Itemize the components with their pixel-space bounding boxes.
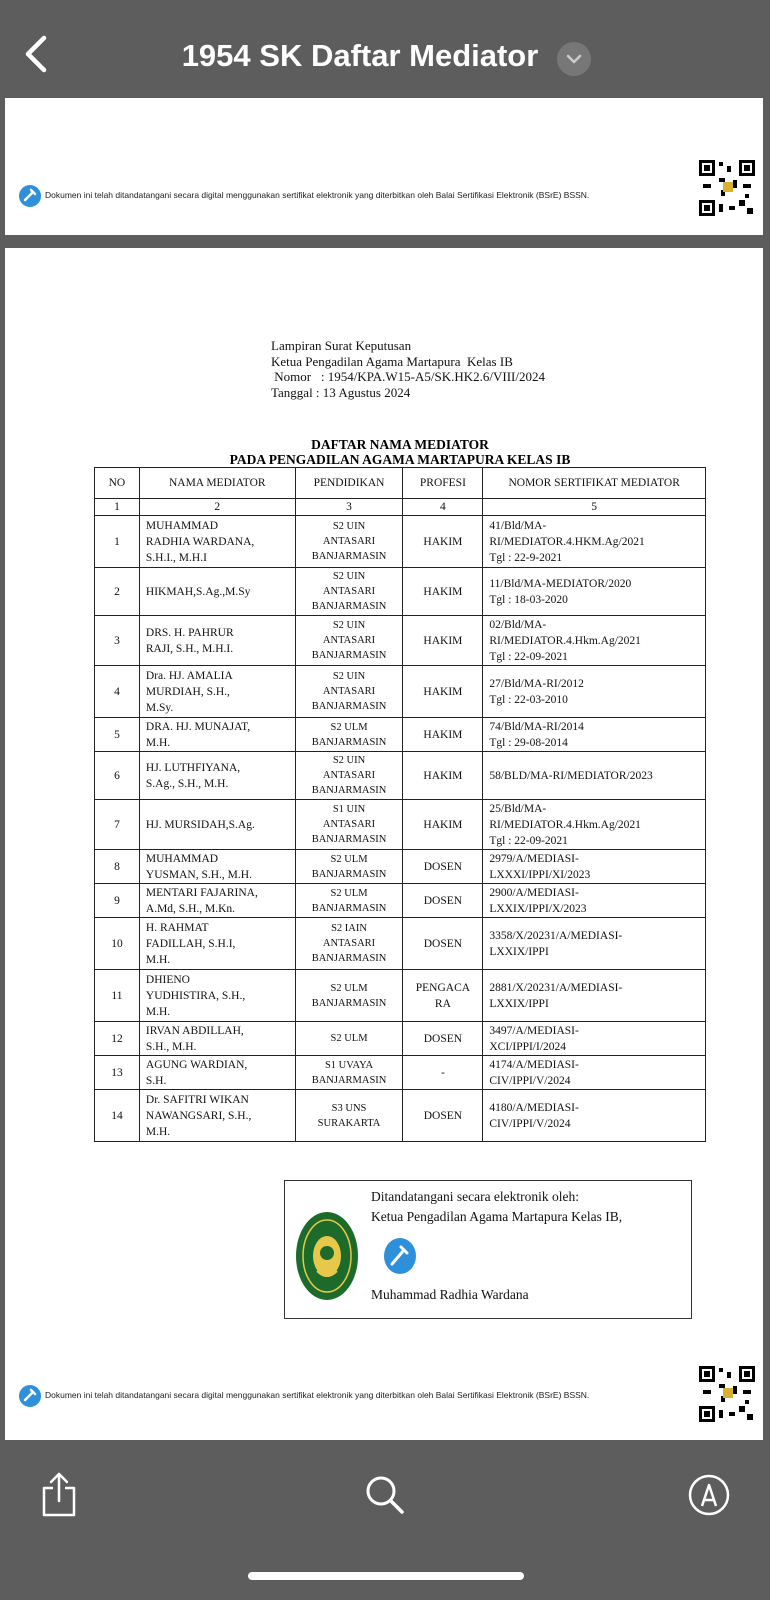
cell-profesi: [403, 1056, 483, 1090]
cell-nomor: [483, 1056, 706, 1090]
bsre-signature-icon: [383, 1237, 417, 1275]
cell-line: LXXXI/IPPI/XI/2023: [489, 868, 591, 881]
bsre-logo-icon: [19, 185, 41, 207]
cell-profesi: [403, 666, 483, 718]
cell-profesi: [403, 1090, 483, 1142]
table-row: [95, 918, 706, 970]
mediator-table: [94, 467, 706, 1142]
cell-line: DOSEN: [423, 937, 463, 950]
list-title: DAFTAR NAMA MEDIATOR: [311, 437, 489, 452]
table-row: [95, 1056, 706, 1090]
top-bar: [0, 0, 770, 98]
cell-line: S.Ag., S.H., M.H.: [145, 777, 229, 790]
cell-line: 3358/X/20231/A/MEDIASI-: [489, 929, 623, 942]
cell-nomor: [483, 752, 706, 800]
bsre-logo-icon: [19, 1385, 41, 1407]
cell-line: S2 UIN: [332, 571, 366, 582]
cell-pendidikan: [295, 884, 403, 918]
mediator-rows: [95, 516, 706, 1142]
cell-profesi: [403, 752, 483, 800]
cell-line: DOSEN: [423, 894, 463, 907]
cell-nomor: [483, 718, 706, 752]
cell-pendidikan: [295, 1022, 403, 1056]
qr-code: [699, 160, 755, 216]
column-number: 5: [483, 499, 706, 516]
cell-no: 1: [95, 516, 140, 568]
cell-line: ANTASARI: [322, 686, 376, 697]
cell-line: ANTASARI: [322, 635, 376, 646]
search-icon[interactable]: [364, 1474, 406, 1516]
cell-line: S2 ULM: [330, 982, 368, 994]
decree-header: [271, 338, 545, 400]
cell-pendidikan: [295, 516, 403, 568]
cell-pendidikan: [295, 752, 403, 800]
column-header: PROFESI: [403, 468, 483, 499]
cell-nama: [139, 516, 295, 568]
cell-line: Tgl : 22-09-2021: [489, 650, 568, 663]
table-row: [95, 516, 706, 568]
cell-profesi: [403, 718, 483, 752]
cell-line: M.H.: [145, 736, 171, 749]
cell-line: A.Md, S.H., M.Kn.: [145, 902, 236, 915]
cell-line: BANJARMASIN: [311, 701, 387, 712]
cell-line: Dr. SAFITRI WIKAN: [145, 1093, 249, 1106]
cell-nomor: [483, 850, 706, 884]
cell-line: FADILLAH, S.H.I,: [145, 937, 236, 950]
cell-line: RI/MEDIATOR.4.Hkm.Ag/2021: [489, 634, 641, 647]
chevron-down-icon[interactable]: [557, 42, 591, 76]
cell-line: HAKIM: [423, 634, 463, 647]
cell-nomor: [483, 516, 706, 568]
cell-profesi: [403, 1022, 483, 1056]
column-number: 1: [95, 499, 140, 516]
document-page-1: [5, 98, 763, 235]
cell-line: SURAKARTA: [317, 1117, 381, 1129]
cell-nama: [139, 718, 295, 752]
cell-nomor: [483, 568, 706, 616]
cell-no: 13: [95, 1056, 140, 1090]
cell-line: MURDIAH, S.H.,: [145, 685, 230, 698]
cell-line: HAKIM: [423, 535, 463, 548]
column-number: 2: [139, 499, 295, 516]
cell-line: Tgl : 22-03-2010: [489, 693, 568, 706]
cell-line: HJ. LUTHFIYANA,: [145, 761, 241, 774]
cell-line: RI/MEDIATOR.4.Hkm.Ag/2021: [489, 818, 641, 831]
cell-line: 58/BLD/MA-RI/MEDIATOR/2023: [489, 769, 653, 782]
cell-line: M.Sy.: [145, 701, 174, 714]
cell-profesi: [403, 918, 483, 970]
cell-no: 6: [95, 752, 140, 800]
court-seal-icon: [295, 1211, 359, 1301]
cell-pendidikan: [295, 616, 403, 666]
cell-line: BANJARMASIN: [311, 601, 387, 612]
table-row: [95, 884, 706, 918]
cell-pendidikan: [295, 568, 403, 616]
cell-line: RADHIA WARDANA,: [145, 535, 255, 548]
document-title[interactable]: 1954 SK Daftar Mediator: [181, 38, 539, 73]
cell-line: DOSEN: [423, 1032, 463, 1045]
cell-no: 14: [95, 1090, 140, 1142]
cell-pendidikan: [295, 800, 403, 850]
cell-line: BANJARMASIN: [311, 1074, 387, 1086]
cell-line: RI/MEDIATOR.4.HKM.Ag/2021: [489, 535, 645, 548]
cell-profesi: [403, 568, 483, 616]
cell-nama: [139, 800, 295, 850]
cell-line: Tgl : 22-09-2021: [489, 834, 568, 847]
list-subtitle: PADA PENGADILAN AGAMA MARTAPURA KELAS IB: [229, 452, 571, 467]
cell-nomor: [483, 970, 706, 1022]
cell-line: ANTASARI: [322, 819, 376, 830]
cell-line: LXXIX/IPPI: [489, 945, 549, 958]
cell-nama: [139, 1022, 295, 1056]
cell-line: RA: [434, 997, 451, 1010]
bsre-notice: Dokumen ini telah ditandatangani secara digital menggunakan sertifikat elektronik yang diterbitkan oleh Balai Sertifikasi Elektronik (BSrE) BSSN.: [45, 1390, 590, 1400]
table-row: [95, 666, 706, 718]
cell-no: 4: [95, 666, 140, 718]
cell-line: HAKIM: [423, 818, 463, 831]
qr-code: [699, 1366, 755, 1422]
cell-line: HAKIM: [423, 685, 463, 698]
signature-line-1: Ditandatangani secara elektronik oleh:: [371, 1189, 580, 1204]
cell-line: IRVAN ABDILLAH,: [145, 1024, 244, 1037]
cell-no: 2: [95, 568, 140, 616]
cell-profesi: [403, 800, 483, 850]
table-row: [95, 616, 706, 666]
cell-line: BANJARMASIN: [311, 953, 387, 964]
cell-line: AGUNG WARDIAN,: [145, 1058, 248, 1071]
table-row: [95, 1090, 706, 1142]
cell-line: BANJARMASIN: [311, 650, 387, 661]
signatory-name: Muhammad Radhia Wardana: [371, 1287, 529, 1302]
cell-pendidikan: [295, 1056, 403, 1090]
cell-line: S.H., M.H.: [145, 1040, 197, 1053]
cell-nama: [139, 752, 295, 800]
cell-line: HAKIM: [423, 728, 463, 741]
cell-line: ANTASARI: [322, 536, 376, 547]
cell-line: M.H.: [145, 1125, 171, 1138]
cell-line: HIKMAH,S.Ag.,M.Sy: [145, 585, 251, 598]
cell-nama: [139, 918, 295, 970]
cell-line: DRA. HJ. MUNAJAT,: [145, 720, 251, 733]
header-line: Tanggal : 13 Agustus 2024: [271, 384, 411, 400]
cell-line: XCI/IPPI/I/2024: [489, 1040, 567, 1053]
cell-line: BANJARMASIN: [311, 551, 387, 562]
table-row: [95, 718, 706, 752]
cell-line: M.H.: [145, 1005, 171, 1018]
cell-pendidikan: [295, 666, 403, 718]
cell-line: DOSEN: [423, 1109, 463, 1122]
cell-profesi: [403, 516, 483, 568]
cell-line: BANJARMASIN: [311, 868, 387, 880]
cell-nomor: [483, 918, 706, 970]
cell-profesi: [403, 850, 483, 884]
cell-line: BANJARMASIN: [311, 834, 387, 845]
cell-line: 11/Bld/MA-MEDIATOR/2020: [489, 577, 632, 590]
cell-line: 3497/A/MEDIASI-: [489, 1024, 579, 1037]
cell-line: 2881/X/20231/A/MEDIASI-: [489, 981, 623, 994]
cell-no: 7: [95, 800, 140, 850]
bsre-notice: Dokumen ini telah ditandatangani secara digital menggunakan sertifikat elektronik yang diterbitkan oleh Balai Sertifikasi Elektronik (BSrE) BSSN.: [45, 190, 590, 200]
markup-icon[interactable]: [688, 1474, 730, 1516]
cell-line: NAWANGSARI, S.H.,: [145, 1109, 252, 1122]
cell-line: DHIENO: [145, 973, 190, 986]
cell-line: S2 UIN: [332, 755, 366, 766]
cell-line: MUHAMMAD: [145, 852, 219, 865]
cell-nomor: [483, 1022, 706, 1056]
cell-line: CIV/IPPI/V/2024: [489, 1074, 571, 1087]
cell-nama: [139, 850, 295, 884]
cell-line: BANJARMASIN: [311, 785, 387, 796]
cell-line: YUSMAN, S.H., M.H.: [145, 868, 252, 881]
cell-line: LXXIX/IPPI: [489, 997, 549, 1010]
cell-line: HAKIM: [423, 769, 463, 782]
cell-line: S1 UVAYA: [324, 1059, 374, 1071]
cell-line: 41/Bld/MA-: [489, 519, 547, 532]
header-line: Ketua Pengadilan Agama Martapura Kelas IB: [271, 353, 513, 369]
cell-line: Dra. HJ. AMALIA: [145, 669, 233, 682]
cell-line: S2 ULM: [330, 853, 368, 865]
cell-line: M.H.: [145, 953, 171, 966]
table-row: [95, 752, 706, 800]
cell-line: 2900/A/MEDIASI-: [489, 886, 579, 899]
cell-line: S2 IAIN: [331, 923, 367, 934]
cell-line: 27/Bld/MA-RI/2012: [489, 677, 584, 690]
cell-line: S1 UIN: [332, 804, 366, 815]
header-line: Lampiran Surat Keputusan: [271, 338, 412, 353]
cell-no: 5: [95, 718, 140, 752]
cell-no: 3: [95, 616, 140, 666]
cell-line: 74/Bld/MA-RI/2014: [489, 720, 584, 733]
cell-line: 02/Bld/MA-: [489, 618, 547, 631]
cell-line: Tgl : 22-9-2021: [489, 551, 563, 564]
cell-line: 4174/A/MEDIASI-: [489, 1058, 579, 1071]
cell-line: S2 UIN: [332, 620, 366, 631]
cell-profesi: [403, 884, 483, 918]
cell-line: Tgl : 29-08-2014: [489, 736, 568, 749]
cell-line: ANTASARI: [322, 770, 376, 781]
cell-profesi: [403, 616, 483, 666]
cell-line: S2 UIN: [332, 521, 366, 532]
cell-pendidikan: [295, 850, 403, 884]
cell-nomor: [483, 616, 706, 666]
cell-no: 12: [95, 1022, 140, 1056]
cell-line: S3 UNS: [331, 1102, 367, 1114]
cell-nama: [139, 568, 295, 616]
cell-pendidikan: [295, 970, 403, 1022]
cell-line: BANJARMASIN: [311, 997, 387, 1009]
column-number-row: [95, 499, 706, 516]
cell-line: 4180/A/MEDIASI-: [489, 1101, 579, 1114]
table-row: [95, 568, 706, 616]
cell-line: 25/Bld/MA-: [489, 802, 547, 815]
cell-line: -: [440, 1066, 445, 1079]
column-header: NOMOR SERTIFIKAT MEDIATOR: [483, 468, 706, 499]
cell-line: S2 ULM: [330, 721, 368, 733]
cell-line: S.H.I., M.H.I: [145, 551, 207, 564]
cell-nomor: [483, 1090, 706, 1142]
cell-line: HAKIM: [423, 585, 463, 598]
cell-line: BANJARMASIN: [311, 902, 387, 914]
table-row: [95, 970, 706, 1022]
cell-nama: [139, 1090, 295, 1142]
cell-nama: [139, 1056, 295, 1090]
cell-line: BANJARMASIN: [311, 736, 387, 748]
cell-line: S2 ULM: [330, 1033, 368, 1044]
cell-nama: [139, 884, 295, 918]
cell-no: 8: [95, 850, 140, 884]
column-number: 4: [403, 499, 483, 516]
cell-line: S2 UIN: [332, 671, 366, 682]
home-indicator[interactable]: [248, 1572, 524, 1580]
table-header-row: [95, 468, 706, 499]
cell-line: MUHAMMAD: [145, 519, 219, 532]
cell-line: CIV/IPPI/V/2024: [489, 1117, 571, 1130]
signature-box: [284, 1180, 692, 1319]
cell-line: DOSEN: [423, 860, 463, 873]
cell-nama: [139, 666, 295, 718]
cell-nama: [139, 970, 295, 1022]
cell-line: DRS. H. PAHRUR: [145, 626, 234, 639]
cell-nomor: [483, 800, 706, 850]
table-row: [95, 850, 706, 884]
column-header: NAMA MEDIATOR: [139, 468, 295, 499]
cell-pendidikan: [295, 718, 403, 752]
column-header: NO: [95, 468, 140, 499]
cell-line: S.H.: [145, 1074, 167, 1087]
cell-no: 9: [95, 884, 140, 918]
table-row: [95, 1022, 706, 1056]
cell-line: 2979/A/MEDIASI-: [489, 852, 579, 865]
cell-line: PENGACA: [415, 981, 471, 994]
column-number: 3: [295, 499, 403, 516]
cell-no: 10: [95, 918, 140, 970]
cell-line: YUDHISTIRA, S.H.,: [145, 989, 246, 1002]
cell-pendidikan: [295, 1090, 403, 1142]
cell-nomor: [483, 884, 706, 918]
cell-nama: [139, 616, 295, 666]
table-row: [95, 800, 706, 850]
signature-line-2: Ketua Pengadilan Agama Martapura Kelas IB,: [371, 1209, 623, 1224]
cell-line: MENTARI FAJARINA,: [145, 886, 258, 899]
cell-line: LXXIX/IPPI/X/2023: [489, 902, 587, 915]
cell-line: HJ. MURSIDAH,S.Ag.: [145, 818, 255, 831]
cell-no: 11: [95, 970, 140, 1022]
column-header: PENDIDIKAN: [295, 468, 403, 499]
cell-line: ANTASARI: [322, 586, 376, 597]
cell-line: ANTASARI: [322, 938, 376, 949]
cell-profesi: [403, 970, 483, 1022]
cell-line: S2 ULM: [330, 887, 368, 899]
cell-pendidikan: [295, 918, 403, 970]
cell-line: Tgl : 18-03-2020: [489, 593, 568, 606]
header-line: Nomor : 1954/KPA.W15-A5/SK.HK2.6/VIII/2024: [271, 369, 545, 384]
cell-line: H. RAHMAT: [145, 921, 209, 934]
cell-line: RAJI, S.H., M.H.I.: [145, 642, 234, 655]
share-icon[interactable]: [40, 1472, 78, 1518]
cell-nomor: [483, 666, 706, 718]
